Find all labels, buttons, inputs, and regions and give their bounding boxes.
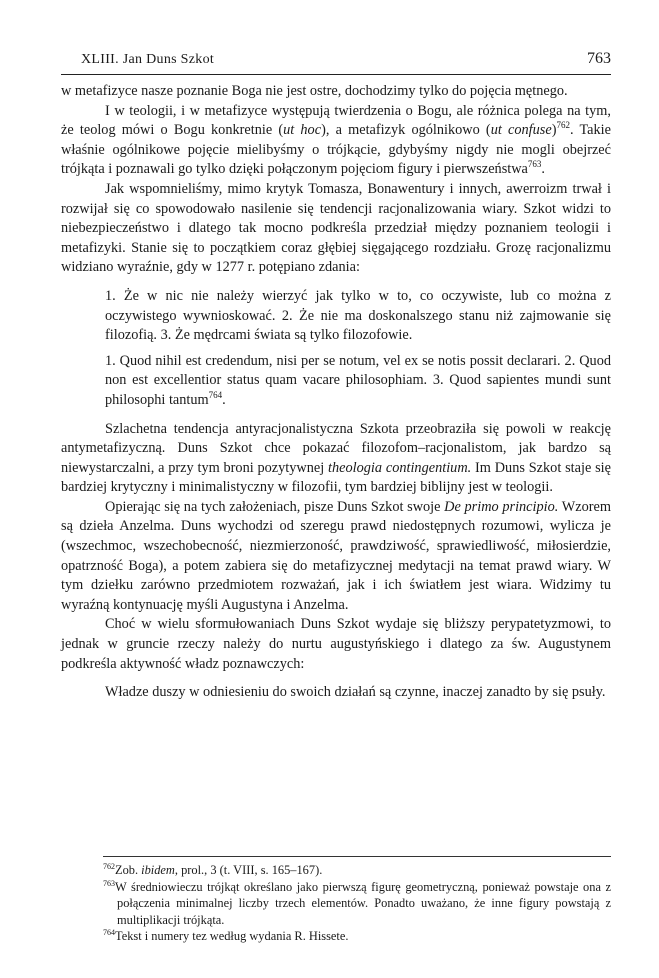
paragraph-6: Choć w wielu sformułowaniach Duns Szkot wydaje się bliższy perypatetyzmowi, to jednak w gruncie rzeczy należy do nurtu augustyńskiego i dlatego za św. Augustynem podkreśla aktywność władz poznawczych: bbox=[61, 616, 611, 672]
quote-latin: 1. Quod nihil est credendum, nisi per se notum, vel ex se notis possit declarari. 2. Quod non est excellentior status quam vacare philosophiam. 3. Quod sapientes mundi sunt philosophi tantum$^{764}$. bbox=[105, 352, 611, 408]
spacer bbox=[61, 674, 611, 683]
running-header bbox=[61, 52, 611, 74]
footnote-ref-762[interactable]: 762 bbox=[556, 120, 570, 131]
spacer bbox=[61, 278, 611, 287]
paragraph-3: Jak wspomnieliśmy, mimo krytyk Tomasza, Bonawentury i innych, awerroizm trwał i rozwijał się co spowodowało nasilenie się tendencji racjonalizowania wiary. Szkot widzi to niebezpieczeństwo i dlatego tak mocno podkreśla przedział między poznaniem teologii i metafizyki. Stanie się to początkiem coraz głębiej sięgającego rozdziału. Grozę racjonalizmu widziano wyraźnie, gdy w 1277 r. potępiano zdania: bbox=[61, 180, 611, 276]
body-text bbox=[61, 82, 611, 703]
quote-polish: 1. Że w nic nie należy wierzyć jak tylko w to, co oczywiste, lub co można z oczywistego wywnioskować. 2. Że nie ma doskonalszego stanu niż zajmowanie się filozofią. 3. Że mędrcami świata są tylko filozofowie. bbox=[105, 287, 611, 344]
footnote-rule bbox=[103, 856, 611, 857]
quote-augustine: Władze duszy w odniesieniu do swoich działań są czynne, inaczej zanadto by się psuły. bbox=[105, 684, 606, 701]
footnote-763: $^{763}$W średniowieczu trójkąt określano jako pierwszą figurę geometryczną, ponieważ powstaje ona z połączenia minimalnej liczby trzech elementów. Ponadto uważano, że inne figury powstają z multiplikacji trójkąta. bbox=[103, 878, 611, 927]
footnotes bbox=[103, 862, 611, 945]
paragraph-1: w metafizyce nasze poznanie Boga nie jest ostre, dochodzimy tylko do pojęcia mętnego. bbox=[61, 83, 568, 99]
paragraph-2: I w teologii, i w metafizyce występują twierdzenia o Bogu, ale różnica polega na tym, że teolog mówi o Bogu konkretnie (ut hoc), a metafizyk ogólnikowo (ut confuse)$^{762}$. Takie właśnie ogólnikowe pojęcie mielibyśmy o trójkącie, gdybyśmy nigdy nie mogli obejrzeć trójkąta i poznawali go tylko dzięki połączonym pojęciom figury i pierwszeństwa$^{763}$. bbox=[61, 102, 611, 178]
header-rule bbox=[61, 74, 611, 75]
footnote-ref-763[interactable]: 763 bbox=[527, 159, 542, 170]
footnote-762: $^{762}$Zob. ibidem, prol., 3 (t. VIII, s. 165–167). bbox=[103, 861, 323, 877]
spacer bbox=[61, 411, 611, 420]
page-number: 763 bbox=[587, 50, 611, 67]
footnote-ref-764[interactable]: 764 bbox=[208, 390, 223, 401]
paragraph-4: Szlachetna tendencja antyracjonalistyczna Szkota przeobraziła się powoli w reakcję antymetafizyczną. Duns Szkot chce pokazać filozofom–racjonalistom, jak bardzo są niewystarczalni, a przy tym broni pozytywnej theologia contingentium. Im Duns Szkot staje się bardziej krytyczny i minimalistyczny w filozofii, tym bardziej biblijny jest w teologii. bbox=[61, 420, 611, 496]
paragraph-5: Opierając się na tych założeniach, pisze Duns Szkot swoje De primo principio. Wzorem są dzieła Anzelma. Duns wychodzi od szeregu prawd niedostępnych rozumowi, wylicza je (wszechmoc, wszechobecność, niezmierzoność, prawdziwość, sprawiedliwość, miłosierdzie, opatrzność Boga), a potem zabiera się do metafizycznej medytacji na temat prawd wiary. W tym dziełku zarówno przedmiotem rozważań, jak i ich światłem jest wiara. Widzimy tu wyraźną kontynuację myśli Augustyna i Anzelma. bbox=[61, 498, 611, 613]
running-title: XLIII. Jan Duns Szkot bbox=[81, 52, 215, 67]
footnote-764: $^{764}$Tekst i numery tez według wydania R. Hissete. bbox=[103, 928, 349, 944]
